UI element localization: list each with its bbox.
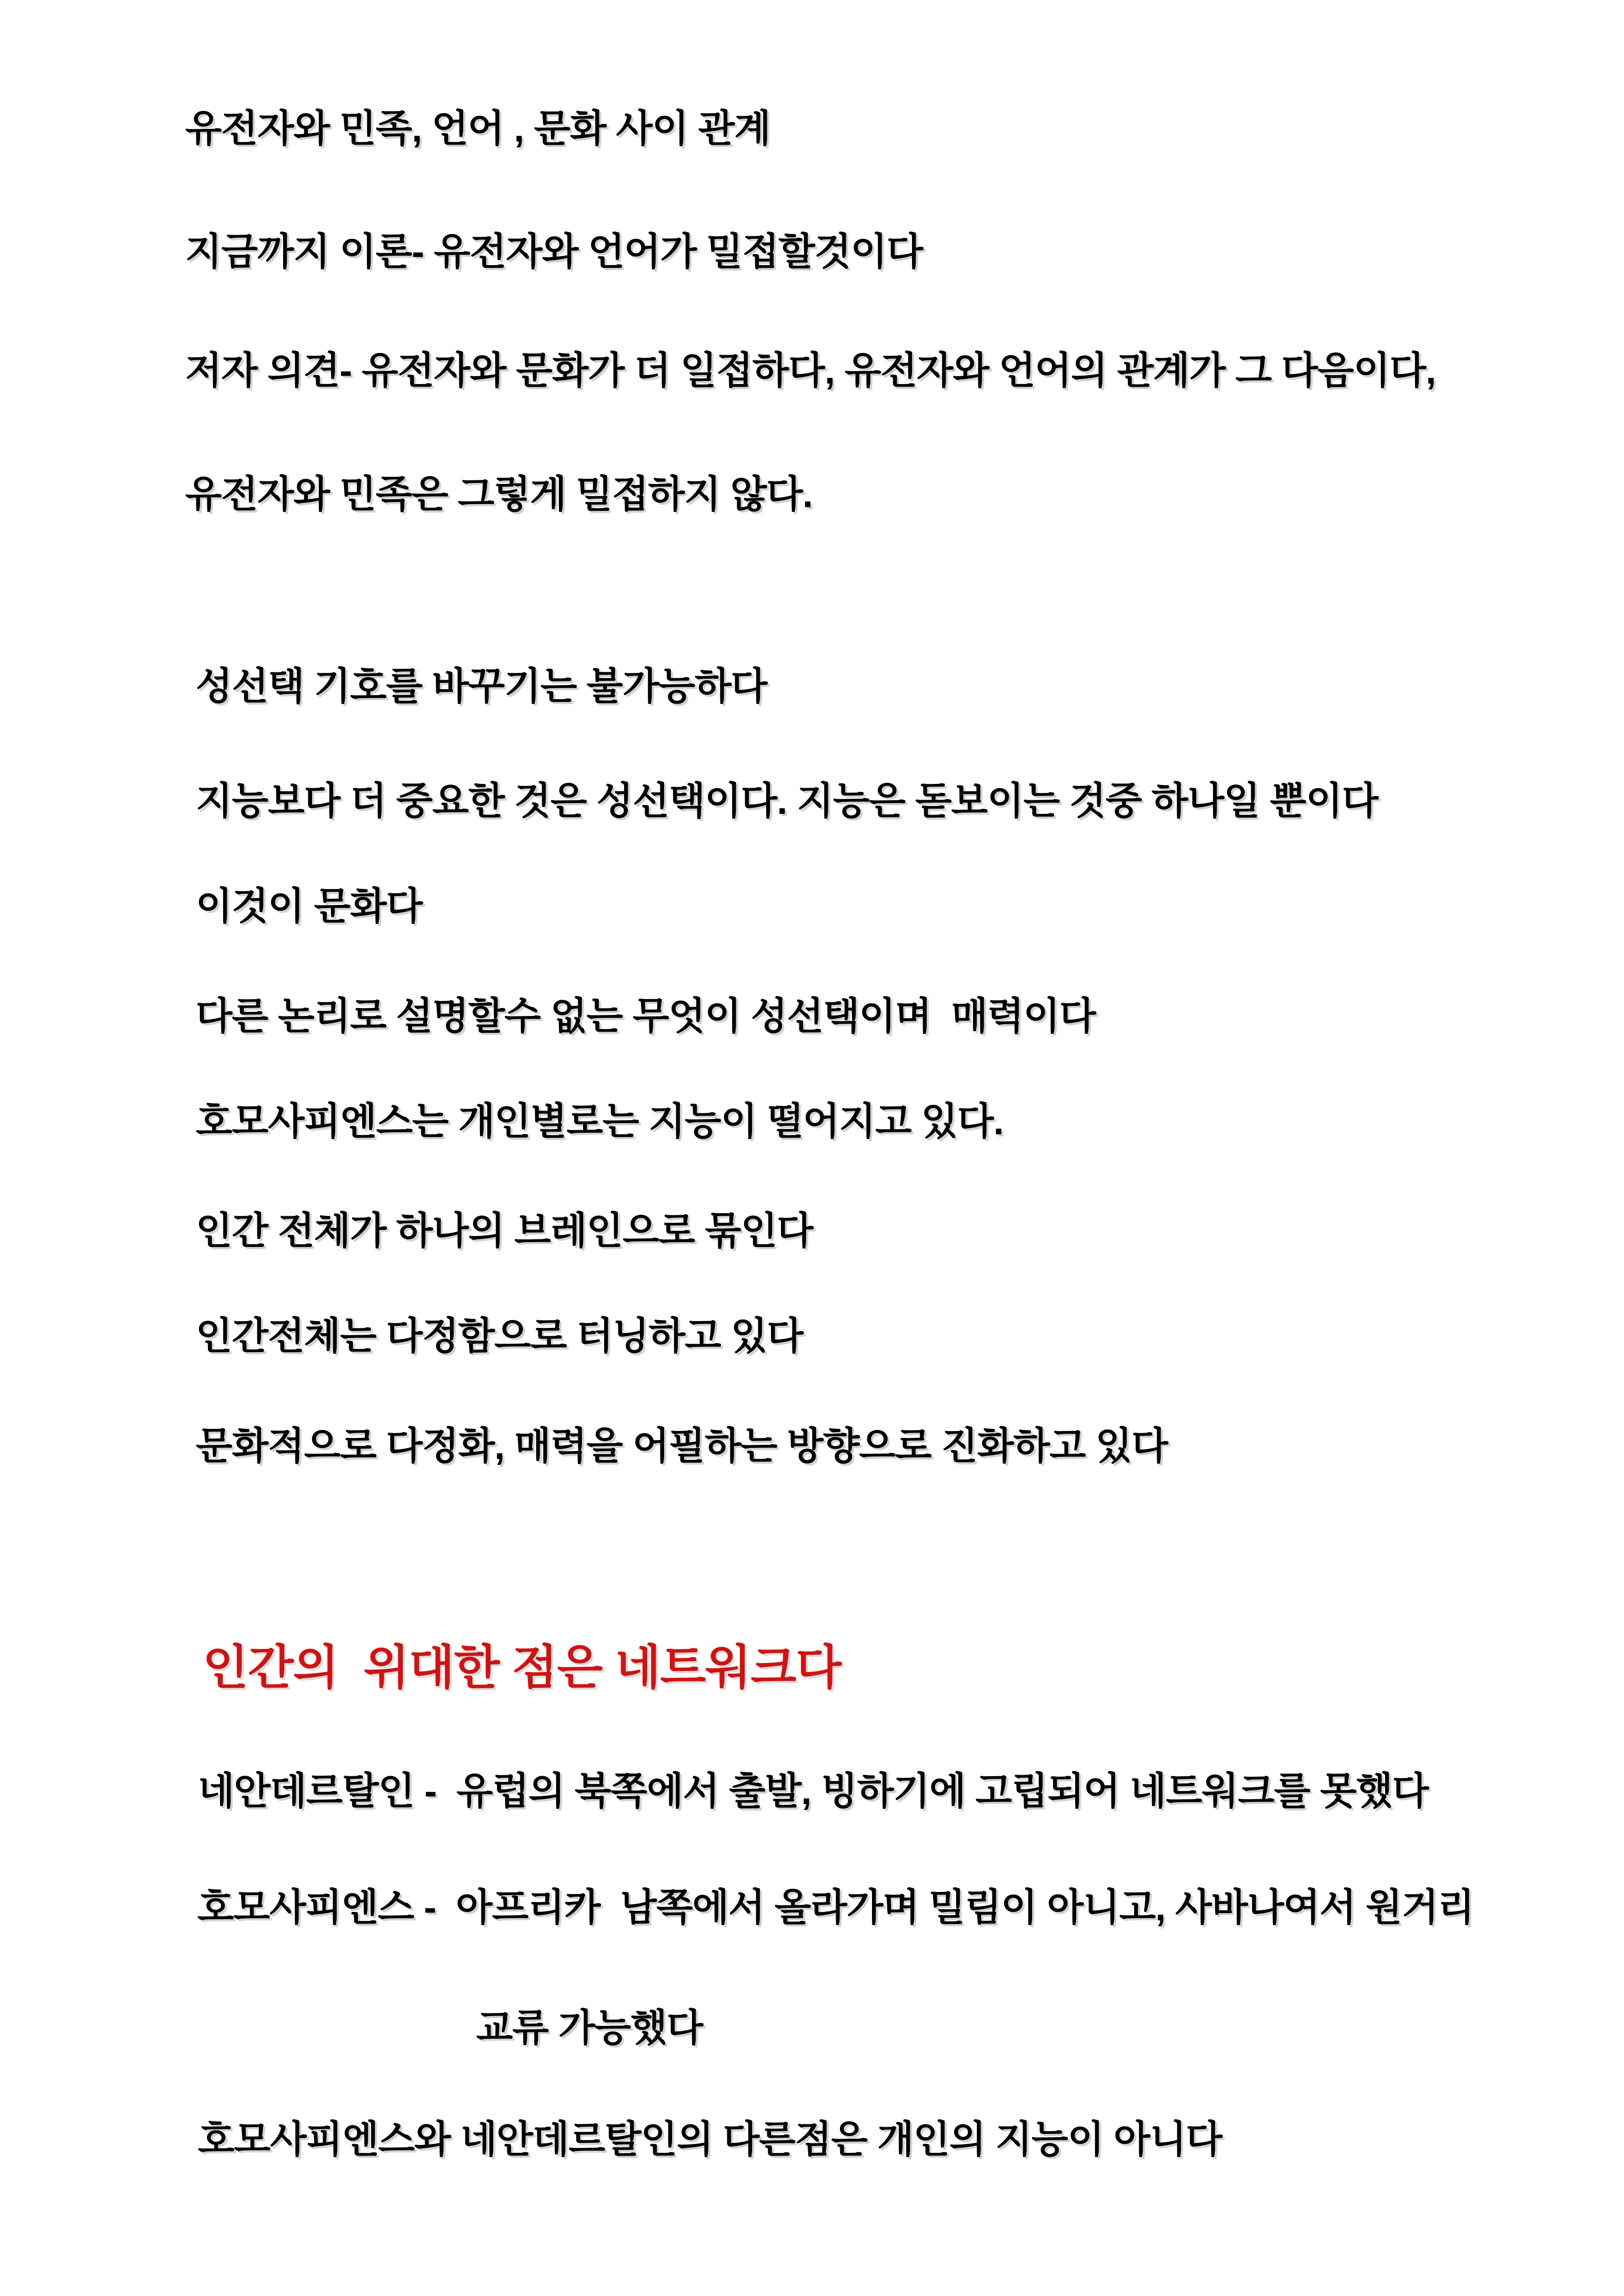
note-line-neanderthal: 네안데르탈인 - 유럽의 북쪽에서 출발, 빙하기에 고립되어 네트워크를 못했다 (198, 1770, 1429, 1812)
note-line-sapiens-iq: 호모사피엔스는 개인별로는 지능이 떨어지고 있다. (196, 1101, 1004, 1143)
note-line-genes-ethnicity: 유전자와 민족은 그렇게 밀접하지 않다. (185, 474, 813, 516)
note-line-exchange-possible: 교류 가능했다 (476, 2007, 703, 2049)
note-line-charm-definition: 다른 논리로 설명할수 없는 무엇이 성선택이며 매력이다 (196, 995, 1096, 1038)
note-line-selection-fixed: 성선택 기호를 바꾸기는 불가능하다 (196, 666, 767, 708)
note-line-selection-priority: 지능보다 더 중요한 것은 성선택이다. 지능은 돋보이는 것중 하나일 뿐이다 (196, 780, 1378, 822)
note-line-one-brain: 인간 전체가 하나의 브레인으로 묶인다 (196, 1210, 813, 1252)
note-line-author-opinion: 저자 의견- 유전자와 문화가 더 일접하다, 유전자와 언어의 관계가 그 다음이다, (185, 350, 1436, 392)
note-line-previous-theory: 지금까지 이론- 유전자와 언어가 밀접할것이다 (185, 231, 923, 273)
note-line-sapiens-savanna: 호모사피엔스 - 아프리카 남쪽에서 올라가며 밀림이 아니고, 사바나여서 원거리 (197, 1887, 1474, 1929)
note-line-kindness-turn: 인간전체는 다정함으로 터닝하고 있다 (196, 1315, 803, 1357)
note-line-this-is-culture: 이것이 문화다 (196, 885, 423, 928)
note-line-cultural-evolution: 문화적으로 다정화, 매력을 어필하는 방향으로 진화하고 있다 (196, 1425, 1168, 1467)
note-line-difference: 호모사피엔스와 네안데르탈인의 다른점은 개인의 지능이 아니다 (198, 2119, 1222, 2161)
note-line-genes-relation: 유전자와 민족, 언어 , 문화 사이 관계 (185, 108, 770, 150)
section-heading-network: 인간의 위대한 점은 네트워크다 (203, 1642, 841, 1694)
